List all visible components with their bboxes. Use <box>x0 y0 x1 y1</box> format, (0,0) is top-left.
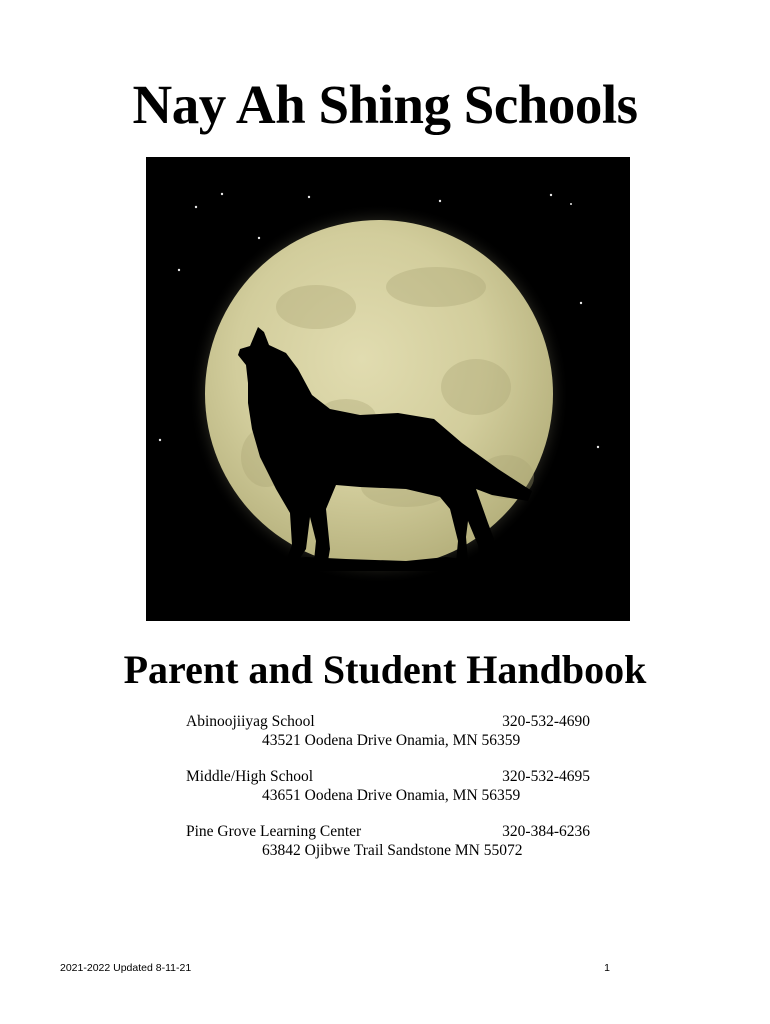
page-title: Nay Ah Shing Schools <box>132 74 638 135</box>
howling-wolf-moon-illustration <box>146 157 630 621</box>
school-entry <box>186 822 590 859</box>
school-address: 63842 Ojibwe Trail Sandstone MN 55072 <box>262 842 523 859</box>
school-name: Abinoojiiyag School <box>186 713 315 730</box>
school-entry <box>186 712 590 749</box>
school-phone: 320-532-4695 <box>502 768 590 785</box>
school-phone: 320-532-4690 <box>502 713 590 730</box>
school-entry <box>186 767 590 804</box>
school-address: 43521 Oodena Drive Onamia, MN 56359 <box>262 732 521 749</box>
school-address: 43651 Oodena Drive Onamia, MN 56359 <box>262 787 521 804</box>
page-number: 1 <box>604 962 610 974</box>
cover-image <box>146 157 630 621</box>
version-note: 2021-2022 Updated 8-11-21 <box>60 962 192 974</box>
school-name: Middle/High School <box>186 768 314 785</box>
school-phone: 320-384-6236 <box>502 823 590 840</box>
handbook-subtitle: Parent and Student Handbook <box>123 647 647 692</box>
school-name: Pine Grove Learning Center <box>186 823 362 840</box>
